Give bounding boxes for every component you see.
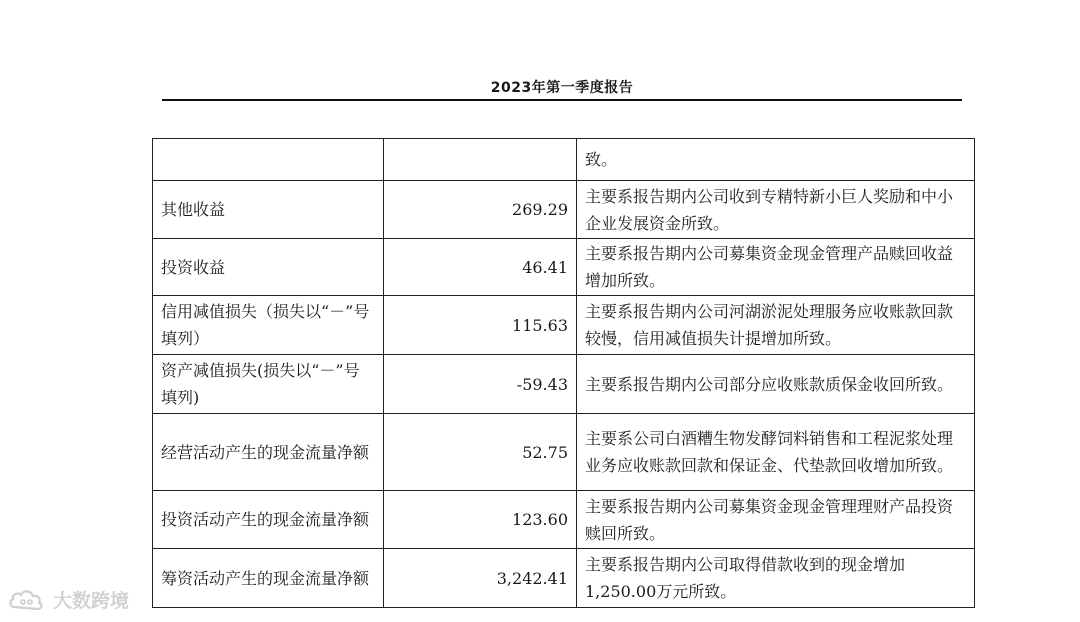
value-cell: 123.60 <box>384 491 577 549</box>
table-row <box>153 296 975 355</box>
reason-cell: 主要系报告期内公司取得借款收到的现金增加1,250.00万元所致。 <box>577 549 975 608</box>
watermark <box>8 586 129 613</box>
results-table <box>152 138 975 608</box>
item-cell <box>153 139 384 181</box>
reason-cell: 主要系报告期内公司收到专精特新小巨人奖励和中小企业发展资金所致。 <box>577 181 975 239</box>
value-cell <box>384 139 577 181</box>
reason-cell: 主要系报告期内公司募集资金现金管理产品赎回收益增加所致。 <box>577 239 975 296</box>
table-row <box>153 139 975 181</box>
table-row <box>153 491 975 549</box>
table-row <box>153 181 975 239</box>
cloud-logo-icon <box>8 587 48 613</box>
header-divider <box>162 99 962 101</box>
item-cell: 其他收益 <box>153 181 384 239</box>
value-cell: 3,242.41 <box>384 549 577 608</box>
value-cell: -59.43 <box>384 355 577 414</box>
value-cell: 52.75 <box>384 414 577 491</box>
watermark-text: 大数跨境 <box>53 590 130 612</box>
item-cell: 经营活动产生的现金流量净额 <box>153 414 384 491</box>
reason-cell: 致。 <box>577 139 975 181</box>
item-cell: 筹资活动产生的现金流量净额 <box>153 549 384 608</box>
table-row <box>153 239 975 296</box>
value-cell: 46.41 <box>384 239 577 296</box>
reason-cell: 主要系报告期内公司募集资金现金管理理财产品投资赎回所致。 <box>577 491 975 549</box>
reason-cell: 主要系报告期内公司河湖淤泥处理服务应收账款回款较慢，信用减值损失计提增加所致。 <box>577 296 975 355</box>
item-cell: 投资活动产生的现金流量净额 <box>153 491 384 549</box>
item-cell: 信用减值损失（损失以“－”号填列） <box>153 296 384 355</box>
item-cell: 资产减值损失(损失以“－”号填列) <box>153 355 384 414</box>
table-row <box>153 355 975 414</box>
reason-cell: 主要系报告期内公司部分应收账款质保金收回所致。 <box>577 355 975 414</box>
item-cell: 投资收益 <box>153 239 384 296</box>
table-row <box>153 414 975 491</box>
value-cell: 269.29 <box>384 181 577 239</box>
reason-cell: 主要系公司白酒糟生物发酵饲料销售和工程泥浆处理业务应收账款回款和保证金、代垫款回收增加所致。 <box>577 414 975 491</box>
value-cell: 115.63 <box>384 296 577 355</box>
report-title: 2023年第一季度报告 <box>490 80 634 96</box>
table-row <box>153 549 975 608</box>
